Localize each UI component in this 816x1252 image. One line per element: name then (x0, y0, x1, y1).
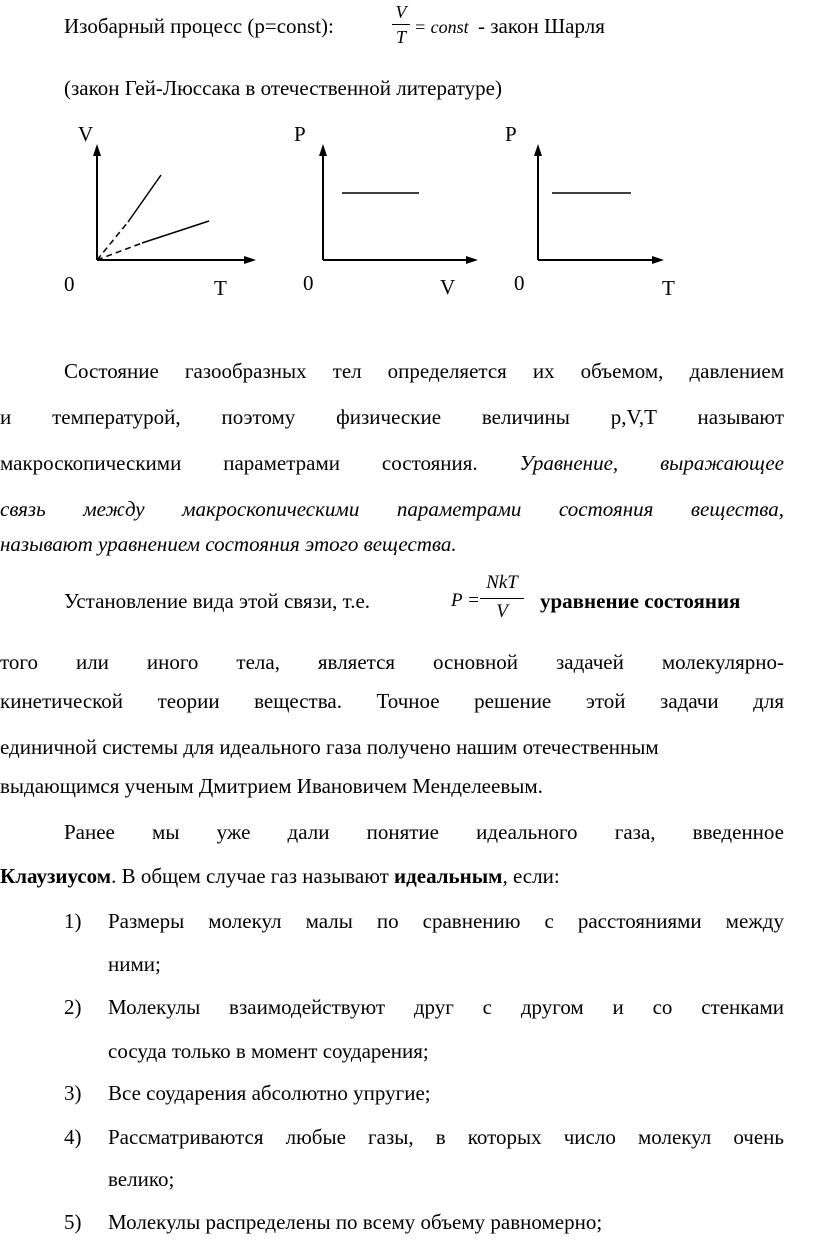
formula-numerator: V (395, 2, 407, 22)
dashed-extrapolation-1 (97, 222, 128, 260)
para1-line3-normal: макроскопическими параметрами состояния. (0, 451, 478, 475)
graph2-origin: 0 (303, 271, 314, 295)
para3-line1: Ранее мы уже дали понятие идеального газа, введенное (64, 820, 784, 844)
graph3-x-label: T (662, 276, 675, 300)
graph-p-t (534, 144, 664, 264)
para2-prefix: Установление вида этой связи, т.е. (64, 589, 371, 613)
para3-mid: . В общем случае газ называют (111, 864, 389, 888)
heading-suffix: - закон Шарля (478, 14, 605, 38)
para1-line5: называют уравнением состояния этого вещества. (0, 532, 457, 556)
y-arrow (534, 144, 542, 156)
graph3-origin: 0 (514, 271, 525, 295)
list-item-2-line2: сосуда только в момент соударения; (108, 1039, 429, 1063)
x-arrow (466, 256, 478, 264)
x-arrow (652, 256, 664, 264)
para2-bold: уравнение состояния (540, 589, 741, 613)
list-num-5: 5) (64, 1210, 82, 1234)
para3-bold-ideal: идеальным (394, 864, 503, 888)
list-num-2: 2) (64, 995, 82, 1019)
para2-line3: кинетической теории вещества. Точное решение этой задачи для (0, 689, 784, 713)
isobar-line-2 (142, 221, 209, 243)
graph1-y-label: V (78, 122, 94, 146)
para2-line2: того или иного тела, является основной задачей молекулярно- (0, 650, 784, 674)
para2-line5: выдающимся ученым Дмитрием Ивановичем Менделеевым. (0, 774, 543, 798)
y-arrow (319, 144, 327, 156)
graph1-origin: 0 (64, 272, 75, 296)
list-num-3: 3) (64, 1081, 82, 1105)
graph2-x-label: V (440, 275, 456, 299)
list-num-4: 4) (64, 1125, 82, 1149)
graph3-y-label: P (505, 122, 517, 146)
list-item-4-line1: Рассматриваются любые газы, в которых число молекул очень (108, 1125, 784, 1149)
para3-line2 (0, 864, 560, 888)
para2-line4: единичной системы для идеального газа получено нашим отечественным (0, 735, 659, 759)
formula-nkt-denominator: V (496, 601, 508, 622)
isobar-line-1 (128, 175, 161, 222)
graph1-x-label: T (214, 276, 227, 300)
formula-nkt-bar (480, 598, 524, 599)
formula-bar (392, 24, 410, 25)
isobaric-graphs (60, 118, 720, 308)
heading-prefix: Изобарный процесс (p=const): (64, 14, 334, 38)
para1-line4: связь между макроскопическими параметрами состояния вещества, (0, 497, 784, 521)
list-item-4-line2: велико; (108, 1167, 175, 1191)
formula-rhs: = const (414, 17, 469, 37)
graph-p-v (319, 144, 478, 264)
para1-line3 (0, 451, 784, 475)
graph-v-t (93, 144, 256, 264)
para1-line3-italic: Уравнение, выражающее (519, 451, 784, 475)
list-item-3-line1: Все соударения абсолютно упругие; (108, 1081, 431, 1105)
x-arrow (244, 256, 256, 264)
formula-nkt-numerator: NkT (486, 572, 518, 593)
para3-end: , если: (502, 864, 560, 888)
list-item-2-line1: Молекулы взаимодействуют друг с другом и со стенками (108, 995, 784, 1019)
list-item-1-line1: Размеры молекул малы по сравнению с расстояниями между (108, 909, 784, 933)
y-arrow (93, 144, 101, 156)
para1-line2: и температурой, поэтому физические величины p,V,T называют (0, 405, 784, 429)
para3-bold-clausius: Клаузиусом (0, 864, 112, 888)
heading-line2: (закон Гей-Люссака в отечественной литературе) (64, 76, 502, 100)
formula-p-lhs: P = (451, 590, 480, 611)
formula-denominator: T (395, 27, 406, 47)
list-item-1-line2: ними; (108, 952, 161, 976)
graph2-y-label: P (294, 122, 306, 146)
list-item-5-line1: Молекулы распределены по всему объему равномерно; (108, 1210, 603, 1234)
list-num-1: 1) (64, 909, 82, 933)
para1-line1: Состояние газообразных тел определяется их объемом, давлением (64, 359, 784, 383)
